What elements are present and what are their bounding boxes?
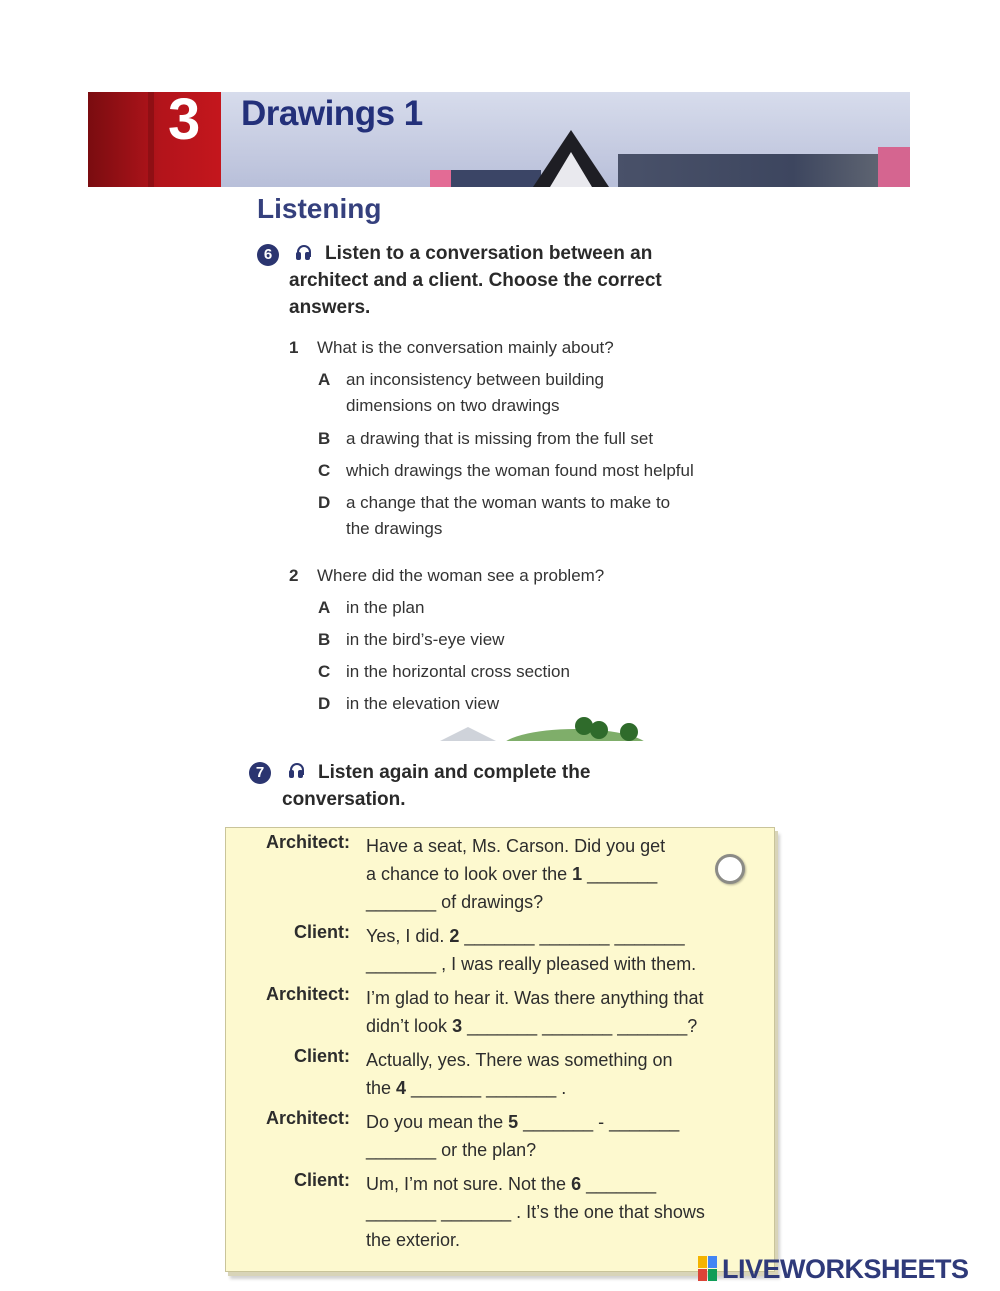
exercise-7-number: 7 xyxy=(249,762,271,784)
option-text: in the elevation view xyxy=(346,694,500,713)
question-2 xyxy=(289,566,604,586)
dialogue-line: _______ of drawings? xyxy=(366,892,544,912)
unit-number: 3 xyxy=(168,92,201,152)
dialogue-line: Have a seat, Ms. Carson. Did you get xyxy=(366,836,666,856)
option-letter: C xyxy=(318,461,331,480)
instruction-line: answers. xyxy=(289,297,371,318)
banner-photo-strip xyxy=(430,170,452,187)
gap-number: 4 xyxy=(396,1078,407,1098)
option-letter: A xyxy=(318,598,331,617)
house-outline-icon xyxy=(440,727,496,741)
dialogue-line: _______ , I was really pleased with them. xyxy=(366,954,697,974)
option-letter: A xyxy=(318,370,331,389)
gap-number: 3 xyxy=(452,1016,463,1036)
dialogue-line: Actually, yes. There was something on xyxy=(366,1050,673,1070)
card-ring-icon xyxy=(715,854,745,884)
question-text: Where did the woman see a problem? xyxy=(317,566,605,585)
landscape-illustration xyxy=(440,715,650,741)
option-text: which drawings the woman found most helpful xyxy=(346,461,694,480)
instruction-line: architect and a client. Choose the correct xyxy=(289,270,662,291)
dialogue-line: Yes, I did. 2 _______ _______ _______ xyxy=(366,926,685,946)
option-letter: D xyxy=(318,694,331,713)
dialogue-line: Um, I’m not sure. Not the 6 _______ xyxy=(366,1174,657,1194)
option-text: in the bird’s-eye view xyxy=(346,630,505,649)
option-1a[interactable] xyxy=(318,367,748,419)
option-text: a drawing that is missing from the full set xyxy=(346,429,654,448)
exercise-6-instruction xyxy=(289,240,749,267)
gap-blank[interactable]: _______ _______ _______ xyxy=(459,926,685,946)
option-2c[interactable] xyxy=(318,659,748,685)
banner-photo-strip xyxy=(618,154,910,187)
exercise-7-instruction: Listen again and complete the xyxy=(318,762,591,783)
option-letter: B xyxy=(318,630,331,649)
unit-banner xyxy=(88,92,910,187)
banner-photo-strip xyxy=(451,170,541,187)
instruction-line: Listen to a conversation between an xyxy=(325,243,653,264)
option-text: in the horizontal cross section xyxy=(346,662,570,681)
dialogue-line: a chance to look over the 1 _______ xyxy=(366,864,658,884)
option-text: an inconsistency between building xyxy=(346,370,605,389)
gap-number: 5 xyxy=(508,1112,519,1132)
banner-red-block xyxy=(88,92,221,187)
gap-blank[interactable]: _______ xyxy=(582,864,658,884)
dialogue-line: I’m glad to hear it. Was there anything that xyxy=(366,988,704,1008)
option-2b[interactable] xyxy=(318,627,748,653)
gap-blank[interactable]: _______ _______ _______? xyxy=(462,1016,698,1036)
dialogue-line: _______ or the plan? xyxy=(366,1140,537,1160)
gap-blank[interactable]: _______ xyxy=(581,1174,657,1194)
speaker-label: Architect: xyxy=(265,1108,350,1128)
dialogue-line: the 4 _______ _______ . xyxy=(366,1078,567,1098)
tree-icon xyxy=(620,723,638,741)
liveworksheets-logo-icon xyxy=(698,1256,718,1282)
dialogue-line: the exterior. xyxy=(366,1230,461,1250)
gap-number: 1 xyxy=(572,864,583,884)
speaker-label: Client: xyxy=(294,1046,350,1066)
exercise-6-number: 6 xyxy=(257,244,279,266)
speaker-label: Architect: xyxy=(265,832,350,852)
option-2a[interactable] xyxy=(318,595,748,621)
speaker-label: Client: xyxy=(294,922,350,942)
option-text: the drawings xyxy=(346,519,443,538)
option-text: a change that the woman wants to make to xyxy=(346,493,671,512)
question-text: What is the conversation mainly about? xyxy=(317,338,614,357)
option-text: in the plan xyxy=(346,598,425,617)
section-title: Listening xyxy=(257,193,382,224)
gap-number: 6 xyxy=(571,1174,582,1194)
option-1c[interactable] xyxy=(318,458,748,484)
gap-number: 2 xyxy=(449,926,460,946)
option-2d[interactable] xyxy=(318,691,748,717)
dialogue-line: Do you mean the 5 _______ - _______ xyxy=(366,1112,680,1132)
banner-red-stripe xyxy=(148,92,154,187)
option-text: dimensions on two drawings xyxy=(346,396,560,415)
option-letter: B xyxy=(318,429,331,448)
tree-icon xyxy=(590,721,608,739)
dialogue-line: didn’t look 3 _______ _______ _______? xyxy=(366,1016,698,1036)
headphones-icon xyxy=(289,763,303,779)
speaker-label: Architect: xyxy=(265,984,350,1004)
option-1b[interactable] xyxy=(318,426,748,452)
question-1 xyxy=(289,338,614,358)
option-letter: D xyxy=(318,493,331,512)
instruction-line: conversation. xyxy=(282,789,406,810)
option-1d[interactable] xyxy=(318,490,748,542)
question-number: 1 xyxy=(289,338,299,357)
question-number: 2 xyxy=(289,566,299,585)
watermark-text: LIVEWORKSHEETS xyxy=(722,1254,969,1284)
banner-photo-strip xyxy=(878,147,910,187)
unit-title: Drawings 1 xyxy=(241,94,423,133)
gap-blank[interactable]: _______ - _______ xyxy=(518,1112,680,1132)
speaker-label: Client: xyxy=(294,1170,350,1190)
dialogue-line: _______ _______ . It’s the one that shows xyxy=(366,1202,705,1222)
gap-blank[interactable]: _______ _______ . xyxy=(406,1078,567,1098)
house-roof-inner xyxy=(550,152,592,187)
option-letter: C xyxy=(318,662,331,681)
